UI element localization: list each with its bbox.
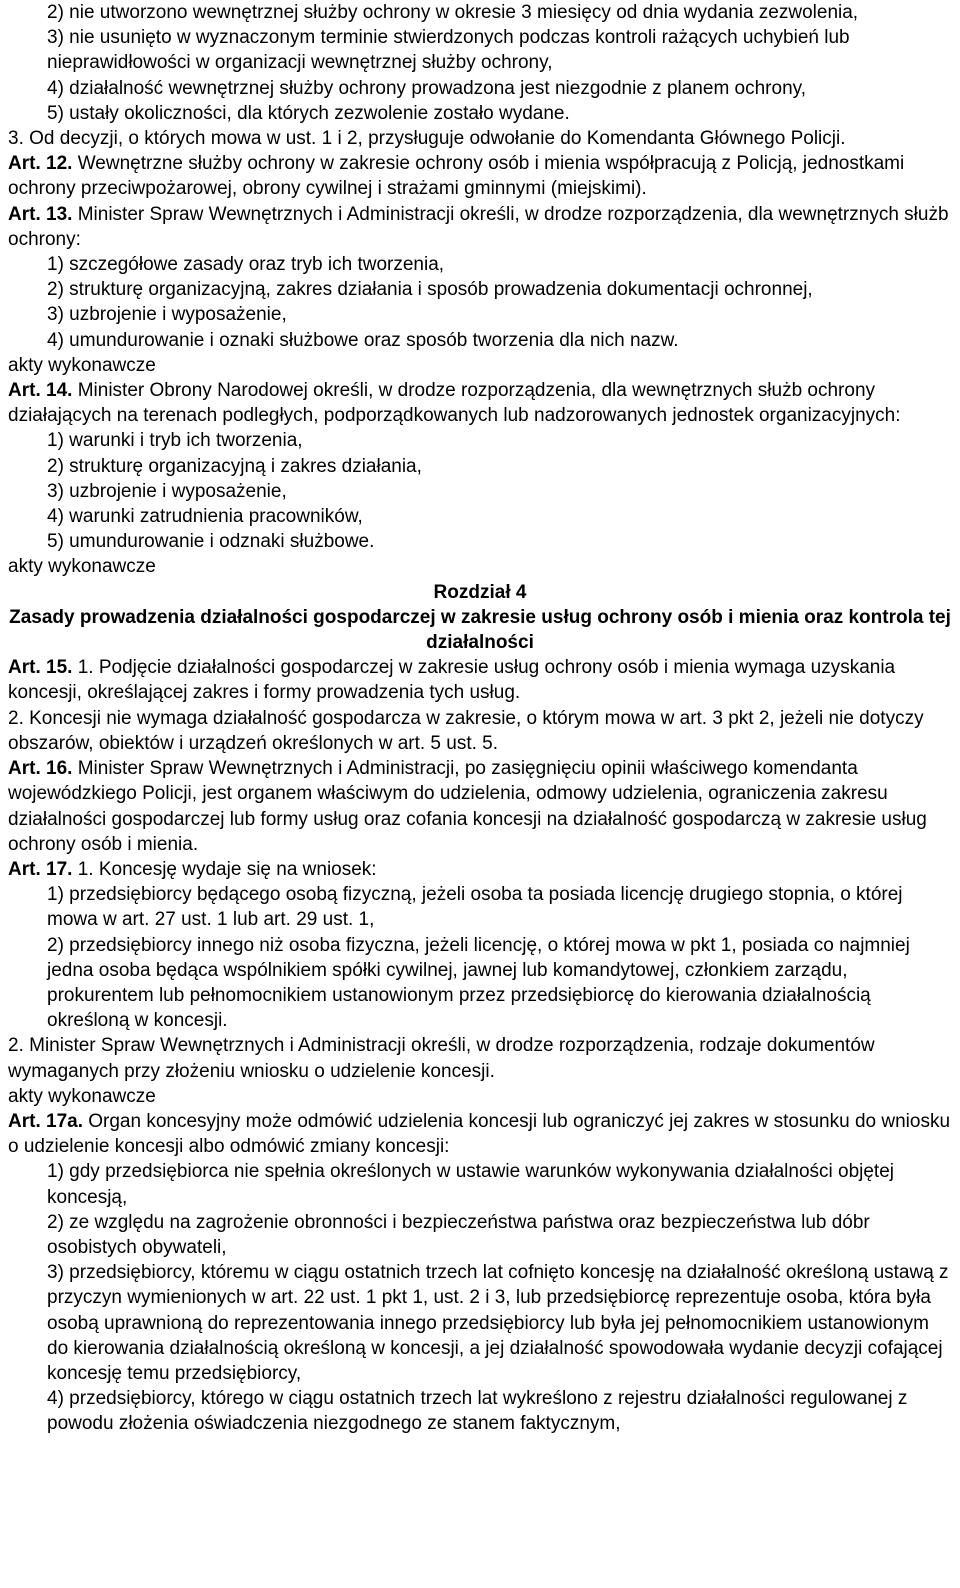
list-item xyxy=(47,504,952,529)
paragraph-text: 3) uzbrojenie i wyposażenie, xyxy=(47,304,287,326)
paragraph-text: 3. Od decyzji, o których mowa w ust. 1 i 2, przysługuje odwołanie do Komendanta Głównego Policji. xyxy=(8,128,846,150)
paragraph-text: akty wykonawcze xyxy=(8,556,156,578)
paragraph-text: Minister Spraw Wewnętrznych i Administracji określi, w drodze rozporządzenia, dla wewnętrznych służb ochrony: xyxy=(8,203,949,250)
article-number: Art. 15. xyxy=(8,657,73,679)
list-item xyxy=(47,252,952,277)
list-item xyxy=(47,76,952,101)
list-item xyxy=(47,1386,952,1436)
article-paragraph xyxy=(8,756,952,857)
paragraph-text: akty wykonawcze xyxy=(8,1085,156,1107)
article-number: Art. 16. xyxy=(8,758,73,780)
paragraph-text: 3) uzbrojenie i wyposażenie, xyxy=(47,480,287,502)
paragraph-text: 1. Podjęcie działalności gospodarczej w zakresie usług ochrony osób i mienia wymaga uzyskania koncesji, określającej zakres i formy prowadzenia tych usług. xyxy=(8,657,896,704)
list-item xyxy=(47,25,952,75)
paragraph-text: 3) nie usunięto w wyznaczonym terminie stwierdzonych podczas kontroli rażących uchybień lub nieprawidłowości w organizacji wewnętrznej służby ochrony, xyxy=(47,27,850,74)
list-item xyxy=(47,1210,952,1260)
list-item xyxy=(47,302,952,327)
article-paragraph xyxy=(8,378,952,428)
paragraph-text: Zasady prowadzenia działalności gospodarczej w zakresie usług ochrony osób i mienia oraz kontrola tej działalności xyxy=(9,606,951,654)
paragraph-text: 1) przedsiębiorcy będącego osobą fizyczną, jeżeli osoba ta posiada licencję drugiego stopnia, o której mowa w art. 27 ust. 1 lub art. 29 ust. 1, xyxy=(47,884,903,931)
paragraph-text: 2) strukturę organizacyjną i zakres działania, xyxy=(47,455,422,477)
paragraph-text: 4) umundurowanie i oznaki służbowe oraz sposób tworzenia dla nich nazw. xyxy=(47,329,679,351)
list-item xyxy=(47,454,952,479)
list-item xyxy=(47,428,952,453)
paragraph-text: Rozdział 4 xyxy=(433,581,527,603)
paragraph-text: 1. Koncesję wydaje się na wniosek: xyxy=(72,858,377,880)
paragraph-text: 4) działalność wewnętrznej służby ochrony prowadzona jest niezgodnie z planem ochrony, xyxy=(47,77,807,99)
paragraph-text: 5) umundurowanie i odznaki służbowe. xyxy=(47,531,375,553)
article-paragraph xyxy=(8,857,952,882)
list-item xyxy=(47,0,952,25)
list-item xyxy=(47,479,952,504)
paragraph xyxy=(8,554,952,579)
article-number: Art. 14. xyxy=(8,380,73,402)
paragraph xyxy=(8,1033,952,1083)
article-paragraph xyxy=(8,202,952,252)
paragraph-text: 5) ustały okoliczności, dla których zezwolenie zostało wydane. xyxy=(47,102,570,124)
article-number: Art. 13. xyxy=(8,203,73,225)
paragraph-text: 2) ze względu na zagrożenie obronności i bezpieczeństwa państwa oraz bezpieczeństwa lub dóbr osobistych obywateli, xyxy=(47,1211,870,1258)
list-item xyxy=(47,933,952,1034)
article-number: Art. 12. xyxy=(8,153,73,175)
list-item xyxy=(47,529,952,554)
paragraph-text: 2) nie utworzono wewnętrznej służby ochrony w okresie 3 miesięcy od dnia wydania zezwolenia, xyxy=(47,2,859,23)
paragraph-text: 1) warunki i tryb ich tworzenia, xyxy=(47,430,303,452)
paragraph xyxy=(8,1084,952,1109)
paragraph-text: Wewnętrzne służby ochrony w zakresie ochrony osób i mienia współpracują z Policją, jednostkami ochrony przeciwpożarowej, obrony cywilnej i strażami gminnymi (miejskimi). xyxy=(8,153,905,200)
list-item xyxy=(47,882,952,932)
paragraph-text: akty wykonawcze xyxy=(8,354,156,376)
chapter-heading xyxy=(8,580,952,605)
article-paragraph xyxy=(8,655,952,705)
paragraph-text: 4) warunki zatrudnienia pracowników, xyxy=(47,506,363,528)
article-number: Art. 17a. xyxy=(8,1110,83,1132)
paragraph-text: 1) gdy przedsiębiorca nie spełnia określonych w ustawie warunków wykonywania działalności objętej koncesją, xyxy=(47,1161,894,1208)
paragraph-text: 1) szczegółowe zasady oraz tryb ich tworzenia, xyxy=(47,254,445,276)
paragraph-text: 2) strukturę organizacyjną, zakres działania i sposób prowadzenia dokumentacji ochronnej, xyxy=(47,279,813,301)
paragraph xyxy=(8,126,952,151)
paragraph-text: Minister Spraw Wewnętrznych i Administracji, po zasięgnięciu opinii właściwego komendanta wojewódzkiego Policji, jest organem właściwym do udzielenia, odmowy udzielenia, ograniczenia zakresu działalności gospodarczej lub formy usług oraz cofania koncesji na działalność gospodarczą w zakresie usług ochrony osób i mienia. xyxy=(8,758,927,855)
list-item xyxy=(47,277,952,302)
article-number: Art. 17. xyxy=(8,858,73,880)
list-item xyxy=(47,1260,952,1386)
list-item xyxy=(47,101,952,126)
paragraph xyxy=(8,353,952,378)
paragraph-text: 2. Minister Spraw Wewnętrznych i Administracji określi, w drodze rozporządzenia, rodzaje dokumentów wymaganych przy złożeniu wniosku o udzielenie koncesji. xyxy=(8,1035,875,1082)
list-item xyxy=(47,328,952,353)
list-item xyxy=(47,1159,952,1209)
paragraph xyxy=(8,706,952,756)
paragraph-text: 2) przedsiębiorcy innego niż osoba fizyczna, jeżeli licencję, o której mowa w pkt 1, posiada co najmniej jedna osoba będąca wspólnikiem spółki cywilnej, jawnej lub komandytowej, członkiem zarządu, prokurentem lub pełnomocnikiem ustanowionym przez przedsiębiorcę do kierowania działalnością określoną w koncesji. xyxy=(47,934,910,1032)
article-paragraph xyxy=(8,1109,952,1159)
paragraph-text: 4) przedsiębiorcy, którego w ciągu ostatnich trzech lat wykreślono z rejestru działalności regulowanej z powodu złożenia oświadczenia niezgodnego ze stanem faktycznym, xyxy=(47,1388,908,1435)
paragraph-text: Organ koncesyjny może odmówić udzielenia koncesji lub ograniczyć jej zakres w stosunku do wniosku o udzielenie koncesji albo odmówić zmiany koncesji: xyxy=(8,1110,951,1158)
article-paragraph xyxy=(8,151,952,201)
paragraph-text: 2. Koncesji nie wymaga działalność gospodarcza w zakresie, o którym mowa w art. 3 pkt 2, jeżeli nie dotyczy obszarów, obiektów i urządzeń określonych w art. 5 ust. 5. xyxy=(8,707,924,754)
chapter-heading xyxy=(8,605,952,655)
paragraph-text: 3) przedsiębiorcy, któremu w ciągu ostatnich trzech lat cofnięto koncesję na działalność określoną ustawą z przyczyn wymienionych w art. 22 ust. 1 pkt 1, ust. 2 i 3, lub przedsiębiorcę reprezentuje osoba, która była osobą uprawnioną do reprezentowania innego przedsiębiorcy lub była jej pełnomocnikiem ustanowionym do kierowania działalnością określoną w koncesji, a jej działalność spowodowała wydanie decyzji cofającej koncesję temu przedsiębiorcy, xyxy=(47,1262,949,1384)
paragraph-text: Minister Obrony Narodowej określi, w drodze rozporządzenia, dla wewnętrznych służb ochrony działających na terenach podległych, podporządkowanych lub nadzorowanych jednostek organizacyjnych: xyxy=(8,380,901,427)
